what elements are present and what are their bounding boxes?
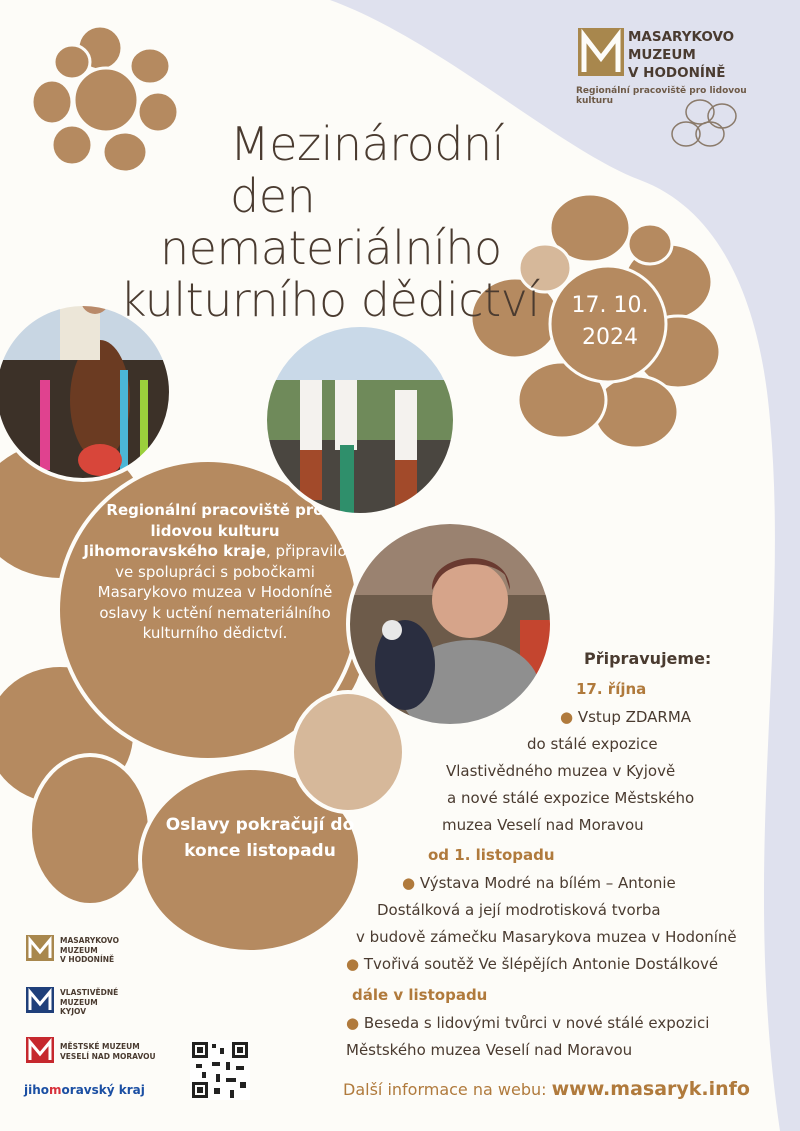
program-item-1: ● Vstup ZDARMA	[560, 708, 692, 726]
program-text-2-3: v budově zámečku Masarykova muzea v Hodoníně	[356, 928, 737, 946]
event-date	[560, 290, 660, 354]
page-title	[120, 118, 600, 326]
museum-logo-subtitle: Regionální pracoviště pro lidovou kulturu	[576, 86, 747, 106]
program-item-4: ● Beseda s lidovými tvůrci v nové stálé expozici	[346, 1014, 710, 1032]
program-text-1-3: Vlastivědného muzea v Kyjově	[446, 762, 676, 780]
title-line-2: nemateriálního	[160, 221, 502, 275]
event-date-day: 17. 10.	[571, 293, 649, 318]
program-text-4-2: Městského muzea Veselí nad Moravou	[346, 1041, 633, 1059]
bullet-dot-icon: ●	[402, 874, 420, 892]
intro-rest: , připravilo ve spolupráci s pobočkami Masarykovo muzea v Hodoníně oslavy k uctění nemateriálního kulturního dědictví.	[97, 542, 347, 642]
partner-veseli-label: MĚSTSKÉ MUZEUM VESELÍ NAD MORAVOU	[60, 1042, 156, 1061]
continuation-text: Oslavy pokračují do konce listopadu	[165, 815, 355, 861]
partner-kyjov-label: VLASTIVĚDNÉ MUZEUM KYJOV	[60, 988, 119, 1016]
program-text-2-2: Dostálková a její modrotisková tvorba	[377, 901, 661, 919]
program-text-1-2: do stálé expozice	[527, 735, 658, 753]
partner-jmk-logo: jihomoravský kraj	[24, 1083, 145, 1097]
program-text-1-4: a nové stálé expozice Městského	[447, 789, 695, 807]
program-date-1: 17. října	[576, 680, 647, 698]
event-date-year: 2024	[582, 325, 638, 350]
title-line-1: Mezinárodní den	[230, 117, 504, 223]
partner-hodonin-label: MASARYKOVO MUZEUM V HODONÍNĚ	[60, 936, 119, 964]
program-date-2: od 1. listopadu	[428, 846, 555, 864]
program-date-3: dále v listopadu	[352, 986, 488, 1004]
program-item-2: ● Výstava Modré na bílém – Antonie	[402, 874, 676, 892]
title-line-3: kulturního dědictví	[120, 273, 540, 327]
program-item-3: ● Tvořivá soutěž Ve šlépějích Antonie Dostálkové	[346, 955, 719, 973]
web-label: Další informace na webu:	[343, 1080, 547, 1099]
intro-bold: Regionální pracoviště pro lidovou kulturu Jihomoravského kraje	[83, 501, 324, 560]
museum-logo-name: MASARYKOVO MUZEUM V HODONÍNĚ	[628, 29, 735, 81]
program-text-1-5: muzea Veselí nad Moravou	[442, 816, 644, 834]
bullet-dot-icon: ●	[560, 708, 578, 726]
program-heading: Připravujeme:	[584, 649, 712, 668]
web-info	[343, 1078, 750, 1100]
web-link[interactable]: www.masaryk.info	[551, 1078, 750, 1100]
intro-text	[82, 500, 348, 644]
bullet-dot-icon: ●	[346, 955, 364, 973]
bullet-dot-icon: ●	[346, 1014, 364, 1032]
qr-code-icon	[190, 1040, 250, 1100]
museum-m-logo-icon	[578, 28, 624, 76]
